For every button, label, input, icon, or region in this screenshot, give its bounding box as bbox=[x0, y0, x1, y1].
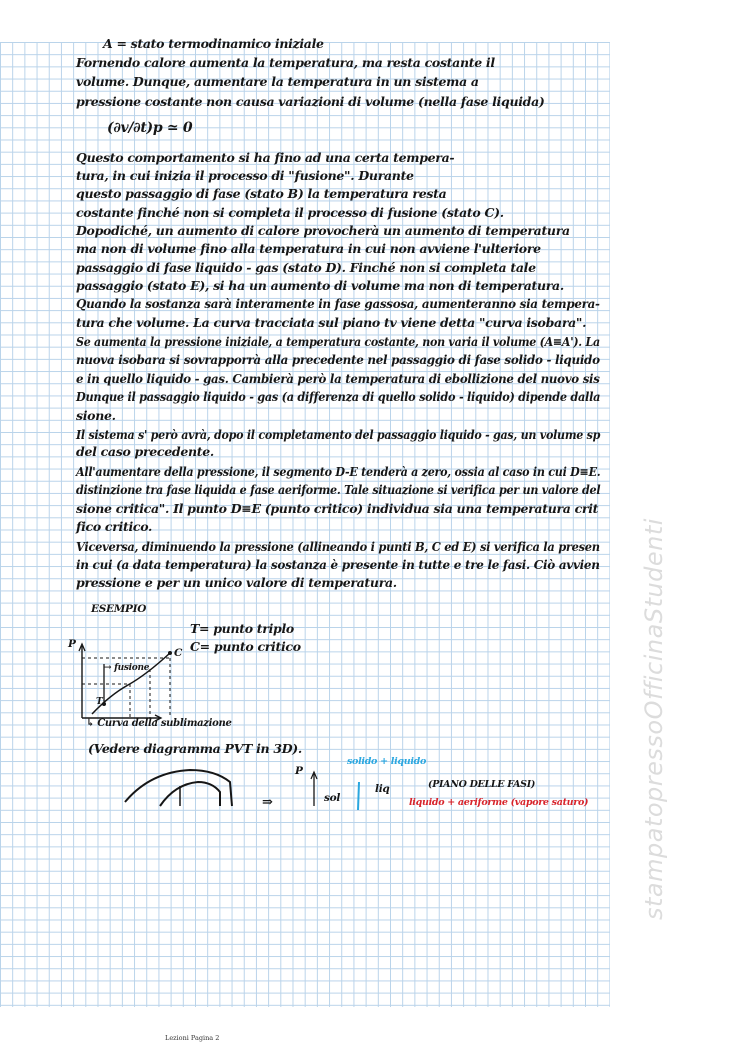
note-line: del caso precedente. bbox=[76, 444, 214, 459]
example-heading: ESEMPIO bbox=[91, 603, 147, 615]
phase-plane-sketch bbox=[310, 766, 380, 810]
implies-arrow: ⇒ bbox=[262, 795, 273, 810]
note-line: Se aumenta la pressione iniziale, a temperatura costante, non varia il volume (A≡A'). La bbox=[76, 334, 600, 349]
graph-c-label: C bbox=[174, 647, 183, 659]
note-line: e in quello liquido - gas. Cambierà però la temperatura di ebollizione del nuovo sis bbox=[76, 371, 600, 386]
sol-label: sol bbox=[324, 792, 341, 804]
note-line: Quando la sostanza sarà interamente in fase gassosa, aumenteranno sia tempera- bbox=[76, 296, 600, 311]
pvt-surface-inner bbox=[160, 782, 220, 806]
graph-fusion-label: → fusione bbox=[104, 663, 150, 673]
phase-plane-label: (PIANO DELLE FASI) bbox=[428, 779, 536, 790]
pvt-3d-sketch bbox=[120, 762, 250, 806]
note-line: Dopodiché, un aumento di calore provocherà un aumento di temperatura bbox=[76, 223, 570, 238]
note-line: tura, in cui inizia il processo di "fusione". Durante bbox=[76, 168, 414, 183]
liq-label: liq bbox=[375, 783, 390, 795]
note-line: Il sistema s' però avrà, dopo il completamento del passaggio liquido - gas, un volume sp bbox=[76, 427, 601, 442]
note-line: Fornendo calore aumenta la temperatura, ma resta costante il bbox=[76, 55, 495, 70]
note-line: pressione costante non causa variazioni di volume (nella fase liquida) bbox=[76, 94, 545, 109]
note-line: costante finché non si completa il processo di fusione (stato C). bbox=[76, 205, 504, 220]
note-line: ma non di volume fino alla temperatura in cui non avviene l'ulteriore bbox=[76, 241, 541, 256]
note-line: sione. bbox=[76, 408, 116, 423]
note-line: in cui (a data temperatura) la sostanza è presente in tutte e tre le fasi. Ciò avvien bbox=[76, 557, 600, 572]
formula: (∂v/∂t)p ≃ 0 bbox=[107, 120, 193, 136]
note-line: volume. Dunque, aumentare la temperatura in un sistema a bbox=[76, 74, 479, 89]
note-line: tura che volume. La curva tracciata sul piano tv viene detta "curva isobara". bbox=[76, 315, 587, 330]
note-line: questo passaggio di fase (stato B) la temperatura resta bbox=[76, 186, 447, 201]
note-line: Viceversa, diminuendo la pressione (allineando i punti B, C ed E) si verifica la presen bbox=[76, 539, 600, 554]
phase-plane-p-label: P bbox=[295, 765, 303, 777]
critical-point bbox=[168, 651, 172, 655]
note-line: Questo comportamento si ha fino ad una certa tempera- bbox=[76, 150, 455, 165]
saturated-vapor-label: liquido + aeriforme (vapore saturo) bbox=[409, 797, 589, 808]
graph-p-label: P bbox=[68, 638, 76, 650]
note-line: fico critico. bbox=[76, 519, 153, 534]
note-line: A = stato termodinamico iniziale bbox=[103, 36, 324, 51]
page-footer: Lezioni Pagina 2 bbox=[165, 1034, 220, 1042]
note-line: passaggio di fase liquido - gas (stato D). Finché non si completa tale bbox=[76, 260, 536, 275]
note-line: sione critica". Il punto D≡E (punto critico) individua sia una temperatura crit bbox=[76, 501, 599, 516]
see-diagram-note: (Vedere diagramma PVT in 3D). bbox=[88, 741, 302, 756]
note-line: nuova isobara si sovrapporrà alla precedente nel passaggio di fase solido - liquido bbox=[76, 352, 600, 367]
graph-sublimation-label: ↳ Curva della sublimazione bbox=[86, 718, 232, 729]
triple-point bbox=[102, 702, 106, 706]
note-line: All'aumentare della pressione, il segmento D-E tenderà a zero, ossia al caso in cui D≡E. bbox=[76, 464, 601, 479]
note-line: distinzione tra fase liquida e fase aeriforme. Tale situazione si verifica per un valore del bbox=[76, 482, 601, 497]
solid-liquid-label: solido + liquido bbox=[347, 756, 427, 767]
graph-t-label: T bbox=[96, 697, 103, 707]
legend-triple-point: T= punto triplo bbox=[190, 621, 294, 636]
solid-liquid-line bbox=[358, 782, 359, 810]
note-line: Dunque il passaggio liquido - gas (a differenza di quello solido - liquido) dipende dalla bbox=[76, 389, 601, 404]
note-line: passaggio (stato E), si ha un aumento di volume ma non di temperatura. bbox=[76, 278, 564, 293]
note-line: pressione e per un unico valore di temperatura. bbox=[76, 575, 397, 590]
legend-critical-point: C= punto critico bbox=[190, 639, 301, 654]
watermark: stampatopressoOfficinaStudenti bbox=[640, 518, 668, 920]
